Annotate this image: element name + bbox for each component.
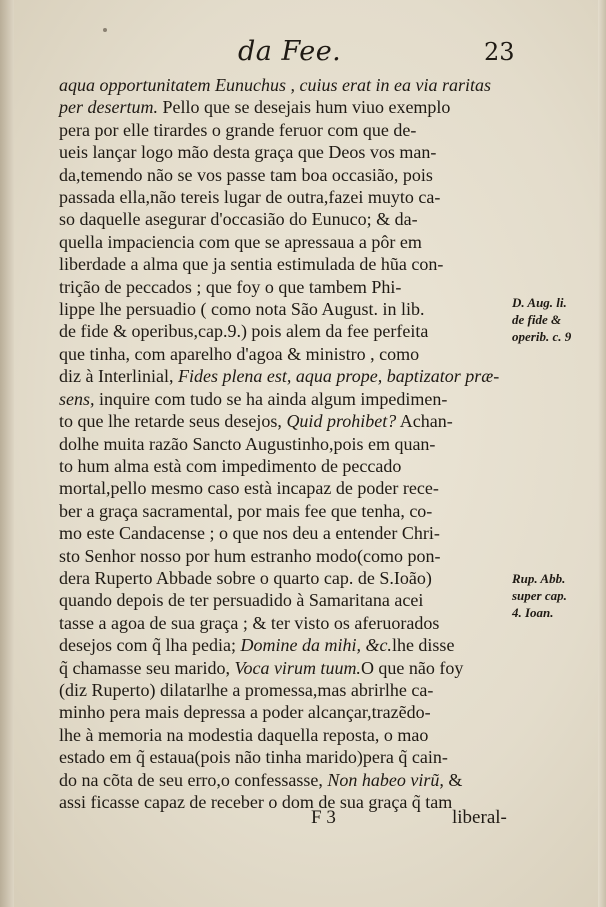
text-run: to hum alma està com impedimento de peccado xyxy=(59,455,402,476)
text-line xyxy=(59,186,511,208)
text-run: ber a graça sacramental, por mais fee que tenha, co- xyxy=(59,500,433,521)
latin-quotation: aqua opportunitatem Eunuchus , cuius erat in ea via raritas xyxy=(59,75,491,95)
text-line xyxy=(59,746,511,768)
text-line xyxy=(59,657,511,679)
text-line xyxy=(59,164,511,186)
ink-spot xyxy=(103,28,107,32)
text-line xyxy=(59,365,511,387)
page-gutter-left xyxy=(0,0,14,907)
latin-quotation: Non habeo virũ, xyxy=(327,769,444,790)
text-line xyxy=(59,612,511,634)
body-text xyxy=(59,74,511,813)
text-run: q̃ chamasse seu marido, xyxy=(59,657,235,678)
margin-note-line: 4. Ioan. xyxy=(512,605,554,620)
text-run: desejos com q̃ lha pedia; xyxy=(59,635,241,656)
text-line xyxy=(59,500,511,522)
text-line xyxy=(59,455,511,477)
text-line xyxy=(59,141,511,163)
text-run: inquire com tudo se ha ainda algum impedimen- xyxy=(94,388,448,409)
text-line xyxy=(59,589,511,611)
text-run: estado em q̃ estaua(pois não tinha marido)pera q̃ cain- xyxy=(59,747,448,768)
text-run: lhe à memoria na modestia daquella reposta, o mao xyxy=(59,724,429,745)
text-run: passada ella,não tereis lugar de outra,fazei muyto ca- xyxy=(59,187,441,208)
text-run: ueis lançar logo mão desta graça que Deos vos man- xyxy=(59,142,437,163)
margin-note-augustine xyxy=(512,294,592,345)
text-line xyxy=(59,96,511,118)
text-line xyxy=(59,522,511,544)
text-line xyxy=(59,791,511,813)
text-run: trição de peccados ; que foy o que tambem Phi- xyxy=(59,276,402,297)
text-run: de fide & operibus,cap.9.) pois alem da fee perfeita xyxy=(59,321,429,342)
latin-quotation: Voca virum tuum. xyxy=(234,657,361,678)
latin-quotation: per desertum. xyxy=(59,97,158,118)
text-line xyxy=(59,298,511,320)
text-line xyxy=(59,679,511,701)
text-run: diz à Interlinial, xyxy=(59,366,178,387)
margin-note-line: de fide & xyxy=(512,312,562,327)
text-run: pera por elle tirardes o grande feruor com que de- xyxy=(59,119,417,140)
latin-quotation: Quid prohibet? xyxy=(286,411,397,432)
text-line xyxy=(59,701,511,723)
text-run: tasse a agoa de sua graça ; & ter visto os aferuorados xyxy=(59,612,440,633)
text-line xyxy=(59,253,511,275)
text-line xyxy=(59,477,511,499)
text-run: da,temendo não se vos passe tam boa occasião, pois xyxy=(59,164,433,185)
text-run: & xyxy=(443,769,463,790)
text-run: lippe lhe persuadio ( como nota São August. in lib. xyxy=(59,299,425,320)
text-run: mortal,pello mesmo caso està incapaz de poder rece- xyxy=(59,478,439,499)
latin-quotation: sens, xyxy=(59,388,95,409)
text-line xyxy=(59,231,511,253)
margin-note-line: super cap. xyxy=(512,588,567,603)
catchword: liberal- xyxy=(452,807,507,828)
text-run: so daquelle asegurar d'occasião do Eunuco; & da- xyxy=(59,209,418,230)
text-line xyxy=(59,724,511,746)
text-run: lhe disse xyxy=(391,635,455,656)
text-line xyxy=(59,567,511,589)
margin-note-line: operib. c. 9 xyxy=(512,329,572,344)
text-line xyxy=(59,320,511,342)
text-run: dolhe muita razão Sancto Augustinho,pois em quan- xyxy=(59,433,436,454)
text-run: sto Senhor nosso por hum estranho modo(como pon- xyxy=(59,545,441,566)
text-line xyxy=(59,634,511,656)
margin-note-line: D. Aug. li. xyxy=(512,295,567,310)
margin-note-line: Rup. Abb. xyxy=(512,571,566,586)
page-number: 23 xyxy=(484,38,515,66)
text-line xyxy=(59,433,511,455)
text-line xyxy=(59,545,511,567)
text-run: dera Ruperto Abbade sobre o quarto cap. de S.Ioão) xyxy=(59,567,432,588)
text-run: Achan- xyxy=(396,411,453,432)
text-line xyxy=(59,388,511,410)
text-run: do na cõta de seu erro,o confessasse, xyxy=(59,769,328,790)
text-run: liberdade a alma que ja sentia estimulada de hũa con- xyxy=(59,254,444,275)
text-run: minho pera mais depressa a poder alcançar,trazẽdo- xyxy=(59,702,431,723)
text-run: mo este Candacense ; o que nos deu a entender Chri- xyxy=(59,523,440,544)
text-run: to que lhe retarde seus desejos, xyxy=(59,411,287,432)
text-run: quando depois de ter persuadido à Samaritana acei xyxy=(59,590,424,611)
text-line xyxy=(59,119,511,141)
text-line xyxy=(59,343,511,365)
text-run: que tinha, com aparelho d'agoa & ministro , como xyxy=(59,343,420,364)
running-title: da Fee. xyxy=(238,36,342,67)
text-run: O que não foy xyxy=(360,657,464,678)
text-line xyxy=(59,410,511,432)
signature-mark: F 3 xyxy=(311,807,336,828)
text-run: assi ficasse capaz de receber o dom de sua graça q̃ tam xyxy=(59,792,453,812)
text-run: Pello que se desejais hum viuo exemplo xyxy=(157,97,451,118)
text-line xyxy=(59,74,511,96)
text-run: quella impaciencia com que se apressaua a pôr em xyxy=(59,231,422,252)
margin-note-rupert xyxy=(512,570,592,621)
latin-quotation: Fides plena est, aqua prope, baptizator præ- xyxy=(177,366,500,387)
latin-quotation: Domine da mihi, &c. xyxy=(240,635,392,656)
text-line xyxy=(59,276,511,298)
text-line xyxy=(59,208,511,230)
page-edge-right xyxy=(598,0,606,907)
text-line xyxy=(59,769,511,791)
text-run: (diz Ruperto) dilatarlhe a promessa,mas abrirlhe ca- xyxy=(59,679,434,700)
